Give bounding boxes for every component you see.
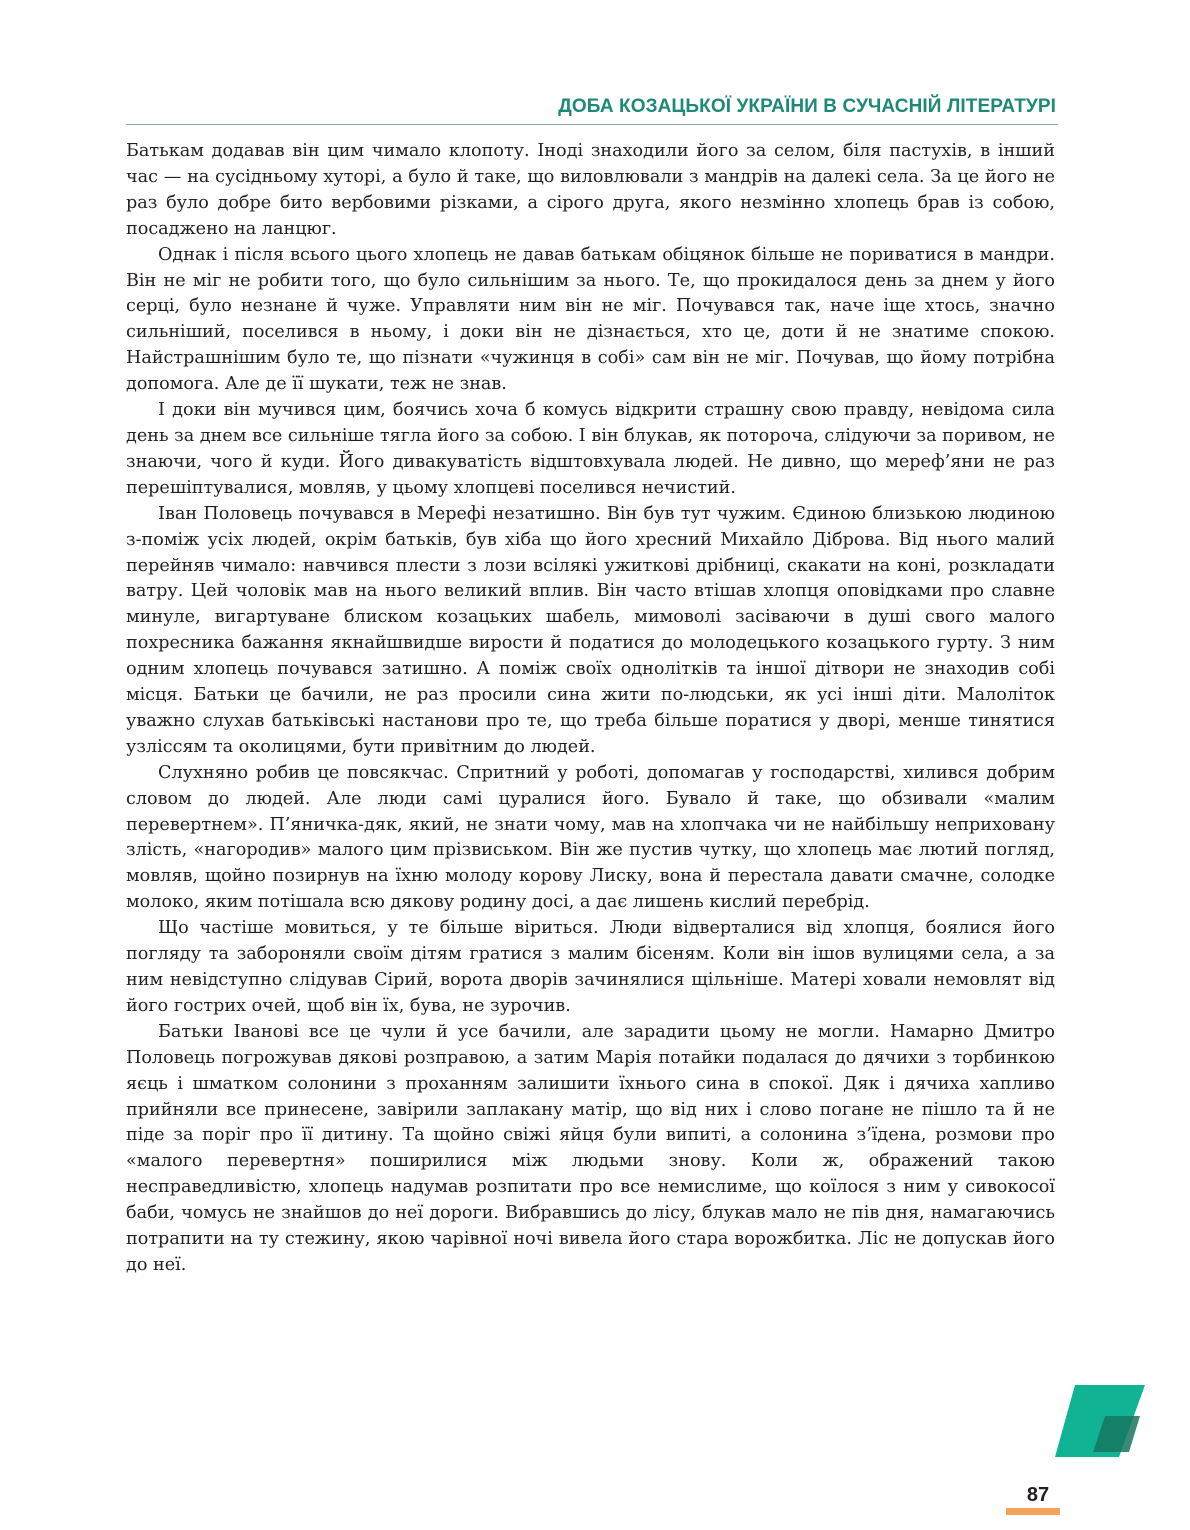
- paragraph: І доки він мучився цим, боячись хоча б комусь відкрити страшну свою правду, невідома сила день за днем все сильніше тягла його за собою. І він блукав, як потороча, слідуючи за поривом, не знаючи, чого й куди. Його дивакуватість відштовхувала людей. Не дивно, що мереф’яни не раз перешіптувалися, мовляв, у цьому хлопцеві поселився нечистий.: [126, 400, 1055, 498]
- paragraph: Слухняно робив це повсякчас. Спритний у роботі, допомагав у господарстві, хилився добрим словом до людей. Але люди самі цуралися його. Бувало й таке, що обзивали «малим перевертнем». П’яничка-дяк, який, не знати чому, мав на хлопчака чи не найбільшу неприховану злість, «нагородив» малого цим прізвиськом. Він же пустив чутку, що хлопець має лютий погляд, мовляв, щойно позирнув на їхню молоду корову Лиску, вона й перестала давати смачне, солодке молоко, яким потішала всю дякову родину досі, а дає лишень кислий перебрід.: [126, 762, 1055, 913]
- paragraph: Однак і після всього цього хлопець не давав батькам обіцянок більше не пориватися в мандри. Він не міг не робити того, що було сильнішим за нього. Те, що прокидалося день за днем у його серці, було незнане й чуже. Управляти ним він не міг. Почувався так, наче іще хтось, значно сильніший, поселився в ньому, і доки він не дізнається, хто це, доти й не знатиме спокою. Найстрашнішим було те, що пізнати «чужинця в собі» сам він не міг. Почував, що йому потрібна допомога. Але де її шукати, теж не знав.: [126, 244, 1055, 395]
- paragraph: Іван Половець почувався в Мерефі незатишно. Він був тут чужим. Єдиною близькою людиною з-поміж усіх людей, окрім батьків, був хіба що його хресний Михайло Діброва. Від нього малий перейняв чимало: навчився плести з лози всілякі ужиткові дрібниці, скакати на коні, розкладати ватру. Цей чоловік мав на нього великий вплив. Він часто втішав хлопця оповідками про славне минуле, вигартуване блиском козацьких шабель, мимоволі засіваючи в душі свого малого похресника бажання якнайшвидше вирости й податися до молодецького козацького гурту. З ним одним хлопець почувався затишно. А поміж своїх однолітків та іншої дітвори не знаходив собі місця. Батьки це бачили, не раз просили сина жити по-людськи, як усі інші діти. Малоліток уважно слухав батьківські настанови про те, що треба більше поратися у дворі, менше тинятися узліссям та околицями, бути привітним до людей.: [126, 503, 1055, 757]
- body-text: [126, 139, 1055, 1279]
- header-divider: [126, 124, 1058, 125]
- paragraph: Що частіше мовиться, у те більше віриться. Люди відверталися від хлопця, боялися його погляду та забороняли своїм дітям гратися з малим бісеням. Коли він ішов вулицями села, а за ним невідступно слідував Сірий, ворота дворів зачинялися щільніше. Матері ховали немовлят від його гострих очей, щоб він їх, бува, не зурочив.: [126, 918, 1055, 1016]
- paragraph: Батькам додавав він цим чимало клопоту. Іноді знаходили його за селом, біля пастухів, в інший час — на сусідньому хуторі, а було й таке, що виловлювали з мандрів на далекі села. За це його не раз було добре бито вербовими різками, а сірого друга, якого незмінно хлопець брав із собою, посаджено на ланцюг.: [126, 141, 1055, 239]
- corner-decoration-icon: [1055, 1385, 1145, 1523]
- running-title: ДОБА КОЗАЦЬКОЇ УКРАЇНИ В СУЧАСНІЙ ЛІТЕРАТУРІ: [558, 96, 1056, 117]
- page-number: 87: [1026, 1484, 1050, 1506]
- paragraph: Батьки Іванові все це чули й усе бачили, але зарадити цьому не могли. Намарно Дмитро Половець погрожував дякові розправою, а затим Марія потайки подалася до дячихи з торбинкою яєць і шматком солонини з проханням залишити їхнього сина в спокої. Дяк і дячиха хапливо прийняли все принесене, завірили заплакану матір, що від них і слово погане не пішло та й не піде за поріг про її дитину. Та щойно свіжі яйця були випиті, а солонина з’їдена, розмови про «малого перевертня» поширилися між людьми знову. Коли ж, ображений такою несправедливістю, хлопець надумав розпитати про все немислиме, що коїлося з ним у сивокосої баби, чомусь не знайшов до неї дороги. Вибравшись до лісу, блукав мало не пів дня, намагаючись потрапити на ту стежину, якою чарівної ночі вивела його стара ворожбитка. Ліс не допускав його до неї.: [126, 1021, 1055, 1275]
- page-number-underline: [1006, 1508, 1060, 1515]
